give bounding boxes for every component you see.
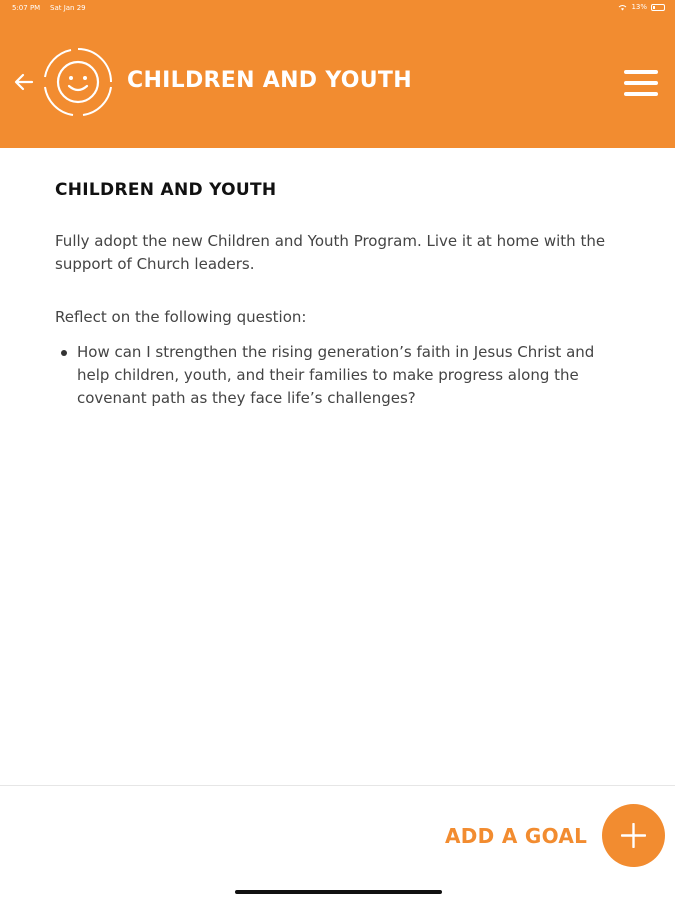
question-text: How can I strengthen the rising generation’s faith in Jesus Christ and help children, youth, and their families to make progress along the covenant path as they face life’s challenges? [77, 343, 595, 407]
bullet-icon [61, 350, 67, 356]
battery-icon [651, 4, 665, 11]
status-time: 5:07 PM [12, 4, 41, 12]
plus-icon [621, 823, 646, 848]
footer-divider [0, 785, 675, 786]
section-heading: CHILDREN AND YOUTH [55, 180, 277, 200]
home-indicator[interactable] [235, 890, 442, 894]
main-content [55, 180, 625, 410]
status-indicators [618, 3, 665, 11]
description-text: Fully adopt the new Children and Youth Program. Live it at home with the support of Church leaders. [55, 232, 606, 273]
status-bar [0, 0, 675, 16]
hamburger-menu-icon[interactable] [624, 70, 658, 96]
list-item [55, 341, 625, 410]
smiley-face-logo-icon [43, 47, 113, 117]
battery-percent: 13% [631, 3, 647, 11]
back-arrow-icon[interactable] [12, 70, 36, 94]
add-goal-label[interactable]: ADD A GOAL [445, 824, 588, 848]
wifi-icon [618, 4, 627, 11]
question-list [55, 341, 625, 410]
reflection-prompt: Reflect on the following question: [55, 308, 307, 326]
page-title: CHILDREN AND YOUTH [127, 68, 412, 93]
status-date: Sat Jan 29 [50, 4, 86, 12]
app-header [0, 0, 675, 148]
add-goal-button[interactable] [602, 804, 665, 867]
